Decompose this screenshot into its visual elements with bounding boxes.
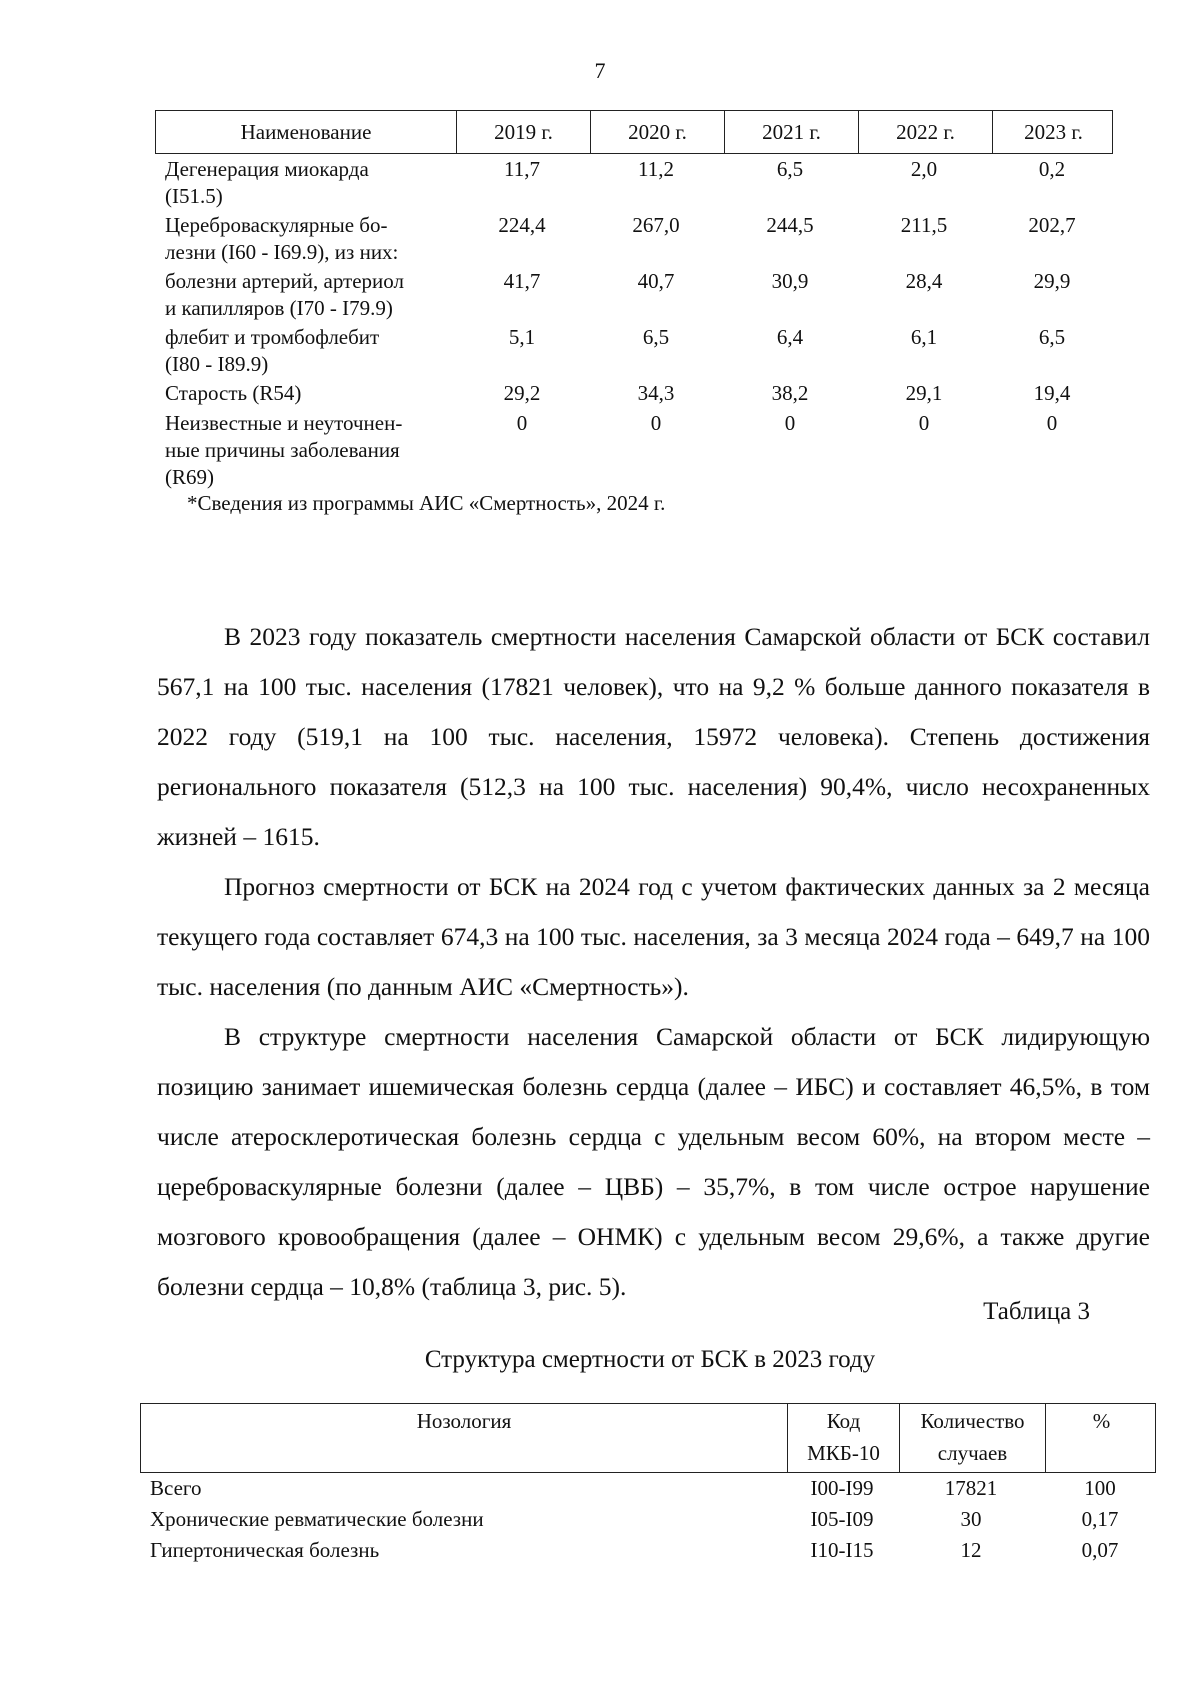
cell-count: 30 bbox=[960, 1507, 982, 1531]
cell-value: 0 bbox=[650, 411, 662, 435]
header-2022: 2022 г. bbox=[858, 111, 992, 153]
paragraph: Прогноз смертности от БСК на 2024 год с учетом фактических данных за 2 месяца текущего года составляет 674,3 на 100 тыс. населения, за 3 месяца 2024 года – 649,7 на 100 тыс. населения (по данным АИС «Смертность»). bbox=[157, 872, 1150, 1001]
cell-value: 224,4 bbox=[498, 213, 546, 237]
cell-code: I10-I15 bbox=[810, 1538, 874, 1562]
cell-value: 0 bbox=[918, 411, 930, 435]
cell-percent: 0,17 bbox=[1081, 1507, 1119, 1531]
table-footnote: *Сведения из программы АИС «Смертность», 2024 г. bbox=[187, 491, 666, 515]
mortality-table-continuation bbox=[155, 110, 1113, 492]
header-nosology: Нозология bbox=[416, 1409, 512, 1433]
cell-value: 2,0 bbox=[910, 157, 938, 181]
cell-value: 0 bbox=[516, 411, 528, 435]
cell-value: 211,5 bbox=[900, 213, 948, 237]
table-label: Таблица 3 bbox=[983, 1298, 1090, 1325]
cell-value: 0,2 bbox=[1038, 157, 1066, 181]
cell-value: 244,5 bbox=[766, 213, 814, 237]
row-name: Хронические ревматические болезни bbox=[150, 1507, 484, 1531]
header-percent: % bbox=[1045, 1404, 1157, 1472]
cell-count: 12 bbox=[960, 1538, 982, 1562]
cell-value: 6,5 bbox=[776, 157, 804, 181]
row-name: Цереброваскулярные бо- лезни (I60 - I69.9), из них: bbox=[165, 213, 399, 264]
cell-value: 40,7 bbox=[637, 269, 675, 293]
header-2021: 2021 г. bbox=[724, 111, 858, 153]
table-header bbox=[155, 110, 1113, 154]
cell-value: 11,2 bbox=[638, 157, 674, 181]
cell-value: 0 bbox=[1046, 411, 1058, 435]
header-2020: 2020 г. bbox=[590, 111, 724, 153]
cell-code: I05-I09 bbox=[810, 1507, 874, 1531]
header-2019: 2019 г. bbox=[456, 111, 590, 153]
page-number: 7 bbox=[594, 58, 606, 83]
cell-value: 0 bbox=[784, 411, 796, 435]
cell-value: 267,0 bbox=[632, 213, 680, 237]
cell-value: 5,1 bbox=[508, 325, 536, 349]
cell-value: 29,1 bbox=[905, 381, 943, 405]
cell-value: 38,2 bbox=[771, 381, 809, 405]
header-icd-code: Код МКБ-10 bbox=[787, 1404, 899, 1472]
cell-value: 28,4 bbox=[905, 269, 943, 293]
body-text bbox=[157, 612, 1150, 1312]
cell-value: 29,2 bbox=[503, 381, 541, 405]
paragraph: В структуре смертности населения Самарской области от БСК лидирующую позицию занимает ишемическая болезнь сердца (далее – ИБС) и составляет 46,5%, в том числе атеросклеротическая болезнь сердца с удельным весом 60%, на втором месте – цереброваскулярные болезни (далее – ЦВБ) – 35,7%, в том числе острое нарушение мозгового кровообращения (далее – ОНМК) с удельным весом 29,6%, а также другие болезни сердца – 10,8% (таблица 3, рис. 5). bbox=[157, 1022, 1150, 1301]
cell-code: I00-I99 bbox=[810, 1476, 874, 1500]
cell-value: 202,7 bbox=[1028, 213, 1076, 237]
cell-count: 17821 bbox=[944, 1476, 998, 1500]
row-name: Дегенерация миокарда (I51.5) bbox=[165, 157, 369, 208]
table-body bbox=[140, 1473, 1156, 1566]
table-header bbox=[140, 1403, 1156, 1473]
header-cases-count: Количество случаев bbox=[899, 1404, 1045, 1472]
cell-value: 34,3 bbox=[637, 381, 675, 405]
cell-percent: 100 bbox=[1084, 1476, 1116, 1500]
paragraph: В 2023 году показатель смертности населения Самарской области от БСК составил 567,1 на 100 тыс. населения (17821 человек), что на 9,2 % больше данного показателя в 2022 году (519,1 на 100 тыс. населения, 15972 человека). Степень достижения регионального показателя (512,3 на 100 тыс. населения) 90,4%, число несохраненных жизней – 1615. bbox=[157, 622, 1150, 851]
row-name: Неизвестные и неуточнен- ные причины заболевания (R69) bbox=[165, 411, 403, 489]
table-title: Структура смертности от БСК в 2023 году bbox=[424, 1346, 876, 1373]
cell-percent: 0,07 bbox=[1081, 1538, 1119, 1562]
cell-value: 29,9 bbox=[1033, 269, 1071, 293]
cell-value: 6,4 bbox=[776, 325, 804, 349]
cell-value: 11,7 bbox=[504, 157, 540, 181]
table-body bbox=[155, 156, 1113, 492]
header-2023: 2023 г. bbox=[992, 111, 1114, 153]
cell-value: 6,1 bbox=[910, 325, 938, 349]
row-name: флебит и тромбофлебит (I80 - I89.9) bbox=[165, 325, 380, 376]
structure-table bbox=[140, 1403, 1156, 1566]
cell-value: 6,5 bbox=[1038, 325, 1066, 349]
cell-value: 6,5 bbox=[642, 325, 670, 349]
row-name: Гипертоническая болезнь bbox=[150, 1538, 380, 1562]
row-name: болезни артерий, артериол и капилляров (I70 - I79.9) bbox=[165, 269, 404, 320]
cell-value: 30,9 bbox=[771, 269, 809, 293]
header-name: Наименование bbox=[240, 119, 372, 144]
row-name: Старость (R54) bbox=[165, 381, 302, 405]
row-name: Всего bbox=[150, 1476, 202, 1500]
cell-value: 41,7 bbox=[503, 269, 541, 293]
cell-value: 19,4 bbox=[1033, 381, 1071, 405]
